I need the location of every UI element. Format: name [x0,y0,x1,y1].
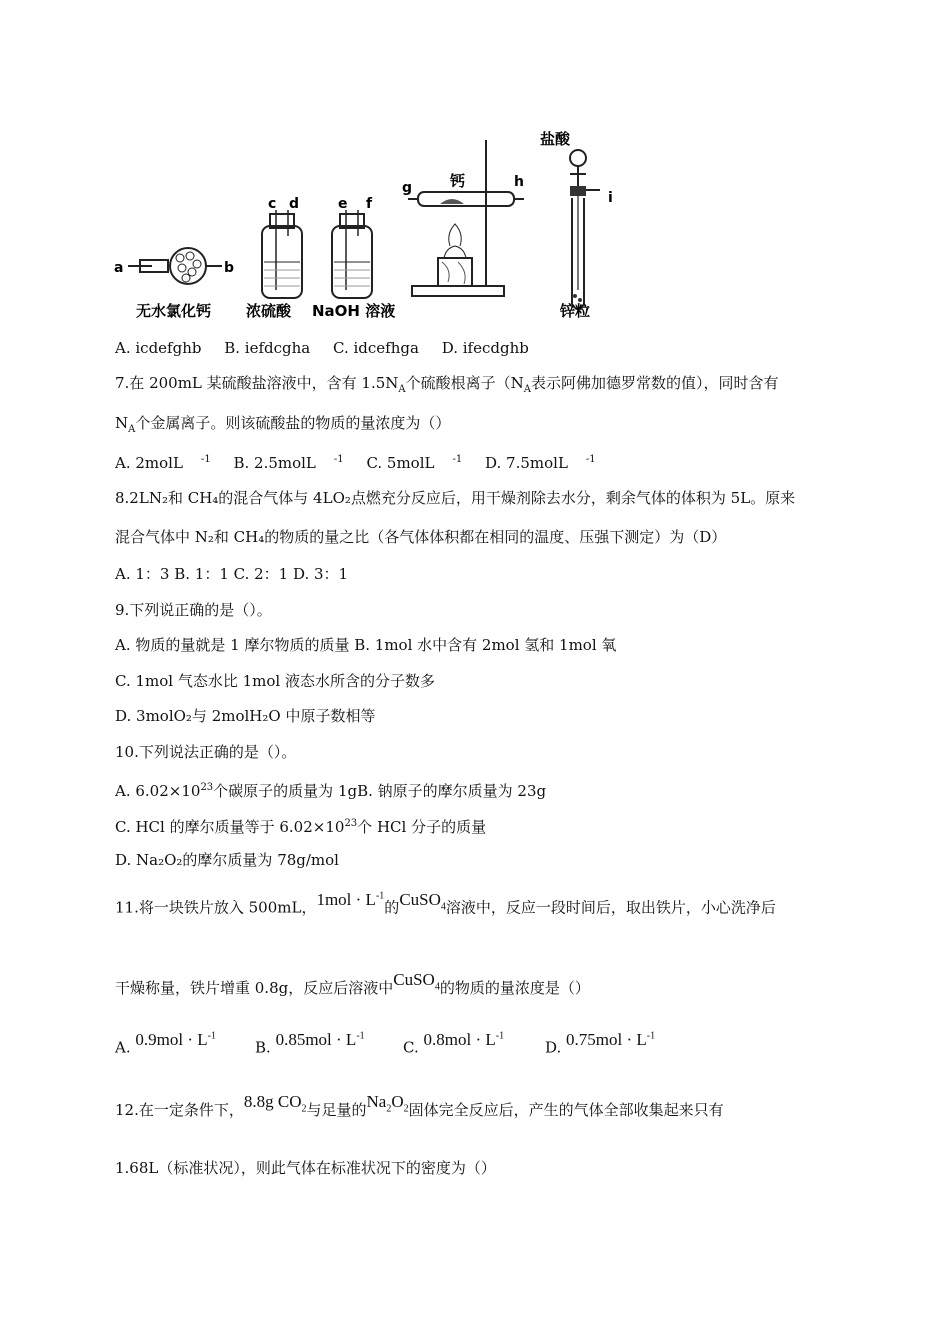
gas-bottle-h2so4-icon [262,210,302,298]
label-hcl: 盐酸 [540,130,571,148]
q8-options[interactable]: A. 1：3 B. 1：1 C. 2：1 D. 3：1 [115,565,349,583]
label-naoh: NaOH 溶液 [312,302,396,320]
port-c: c [268,196,277,212]
q8-stem-line1: 8.2LN₂和 CH₄的混合气体与 4LO₂点燃充分反应后，用干燥剂除去水分，剩余气体的体积为 5L。原来 [115,489,796,507]
port-b: b [224,260,235,276]
q7-stem-line2: $N_A$个金属离子。则该硫酸盐的物质的量浓度为（） [115,414,451,435]
port-e: e [338,196,348,212]
q12-co2: 8.8g $CO_2$ [243,1092,307,1115]
gas-bottle-naoh-icon [332,210,372,298]
q7-option-b[interactable]: B. 2.5molL $^{-1}$ [233,454,344,472]
port-a: a [114,260,124,276]
q9-stem: 9.下列说正确的是（）。 [115,601,272,619]
q6-option-d[interactable]: D. ifecdghb [441,339,529,357]
q8-stem-line2: 混合气体中 N₂和 CH₄的物质的量之比（各气体体积都在相同的温度、压强下测定）为（D） [115,528,727,546]
q11-options [115,1029,656,1058]
label-zinc: 锌粒 [560,302,591,320]
port-h: h [514,174,524,190]
h2-generator-icon [570,150,600,309]
q9-option-d[interactable]: D. 3molO₂与 2molH₂O 中原子数相等 [115,707,376,725]
q12-stem-line1: 12.在一定条件下，8.8g $CO_2$与足量的$Na_2O_2$固体完全反应后，产生的气体全部收集起来只有 [115,1092,724,1119]
heating-stand-icon [408,140,524,296]
q12-stem-line2: 1.68L（标准状况），则此气体在标准状况下的密度为（） [115,1159,496,1177]
label-calcium: 钙 [450,172,466,190]
port-i: i [608,190,613,206]
port-f: f [366,196,373,212]
apparatus-figure [0,0,950,330]
port-g: g [402,180,413,196]
label-h2so4: 浓硫酸 [246,302,292,320]
q6-option-c[interactable]: C. idcefhga [333,339,419,357]
q11-option-a[interactable]: A. $0.9mol \cdot L^{-1}$ [115,1029,216,1057]
port-d: d [289,196,300,212]
q11-option-b[interactable]: B. $0.85mol \cdot L^{-1}$ [255,1029,365,1057]
q6-options [115,338,547,358]
label-cacl2: 无水氯化钙 [136,302,212,320]
q11-option-c[interactable]: C. $0.8mol \cdot L^{-1}$ [403,1029,505,1057]
q11-stem-line2: 干燥称量，铁片增重 0.8g，反应后溶液中CuSO$_4$的物质的量浓度是（） [115,970,590,997]
q6-option-a[interactable]: A. icdefghb [115,339,202,357]
q11-concentration: $1mol \cdot L^{-1}$ [316,889,385,909]
q9-option-c[interactable]: C. 1mol 气态水比 1mol 液态水所含的分子数多 [115,672,435,690]
q10-stem: 10.下列说法正确的是（）。 [115,743,297,761]
q7-options [115,450,614,473]
q7-option-d[interactable]: D. 7.5molL $^{-1}$ [485,454,596,472]
q12-na2o2: $Na_2O_2$ [366,1092,409,1115]
q7-stem-line1: 7.在 200mL 某硫酸盐溶液中，含有 $1.5N_A$个硫酸根离子（$N_A$表示阿佛加德罗常数的值），同时含有 [115,374,779,395]
q11-stem-line1: 11.将一块铁片放入 500mL，$1mol \cdot L^{-1}$的CuSO$_4$溶液中，反应一段时间后，取出铁片，小心洗净后 [115,889,776,917]
q9-option-ab[interactable]: A. 物质的量就是 1 摩尔物质的质量 B. 1mol 水中含有 2mol 氢和 1mol 氧 [115,636,617,654]
q10-option-d[interactable]: D. Na₂O₂的摩尔质量为 78g/mol [115,851,339,869]
q7-option-a[interactable]: A. 2molL $^{-1}$ [115,454,211,472]
drying-tube-icon [128,248,222,284]
q10-option-ab[interactable]: A. $6.02\times 10^{23}$个碳原子的质量为 1gB. 钠原子的摩尔质量为 23g [115,782,547,800]
q10-option-c[interactable]: C. HCl 的摩尔质量等于 $6.02\times 10^{23}$个 HCl 分子的质量 [115,818,487,836]
q11-option-d[interactable]: D. $0.75mol \cdot L^{-1}$ [545,1029,656,1057]
q11-cuso4: CuSO$_4$ [399,889,446,913]
q11-cuso4-2: CuSO$_4$ [393,970,440,993]
q6-option-b[interactable]: B. iefdcgha [224,339,311,357]
q7-option-c[interactable]: C. 5molL $^{-1}$ [366,454,463,472]
